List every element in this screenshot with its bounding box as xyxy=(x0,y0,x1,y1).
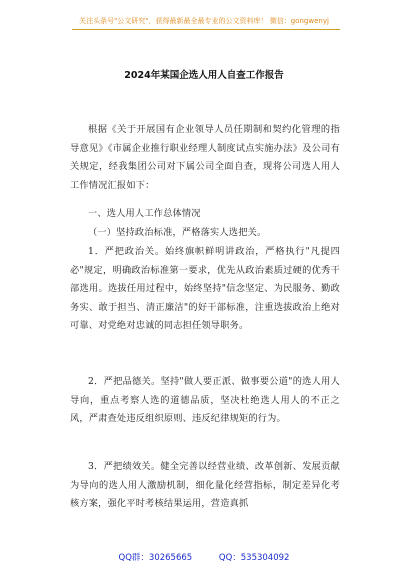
header-divider xyxy=(72,29,340,30)
banner-text: 关注头条号"公文研究"，获得最新最全最专业的公文资料库！ 微信：gongwenyj xyxy=(79,17,329,25)
intro-paragraph: 根据《关于开展国有企业领导人员任期制和契约化管理的指导意见》《市属企业推行职业经理人制度试点实施办法》及公司有关规定，经我集团公司对下属公司全面自查，现将公司选人用人工作情况汇报如下： xyxy=(70,124,340,191)
subsection-heading: （一）坚持政治标准，严格落实人选把关。 xyxy=(88,227,267,238)
document-title: 2024年某国企选人用人自查工作报告 xyxy=(124,70,284,81)
top-banner xyxy=(0,6,408,50)
qq-number-text: QQ：535304092 xyxy=(218,553,290,563)
qq-group-text: QQ群：30265665 xyxy=(118,553,193,563)
footer-contact-bar xyxy=(0,549,408,567)
body-paragraph-moral: 2．严把品德关。坚持"做人要正派、做事要公道"的选人用人导向，重点考察人选的道德品质，坚决杜绝选人用人的不正之风，严肃查处违反组织原则、违反纪律规矩的行为。 xyxy=(70,376,340,425)
body-paragraph-performance: 3．严把绩效关。健全完善以经营业绩、改革创新、发展贡献为导向的选人用人激励机制，细化量化经营指标，制定差异化考核方案，强化平时考核结果运用，营造真抓 xyxy=(70,461,340,510)
body-paragraph-political: 1．严把政治关。始终旗帜鲜明讲政治，严格执行"凡提四必"规定，明确政治标准第一要求，优先从政治素质过硬的优秀干部选用。选拔任用过程中，始终坚持"信念坚定、为民服务、勤政务实、敢于担当、清正廉洁"的好干部标准，注重选拔政治上绝对可靠、对党绝对忠诚的同志担任领导职务。 xyxy=(70,246,340,332)
section-heading: 一、选人用人工作总体情况 xyxy=(88,208,201,219)
